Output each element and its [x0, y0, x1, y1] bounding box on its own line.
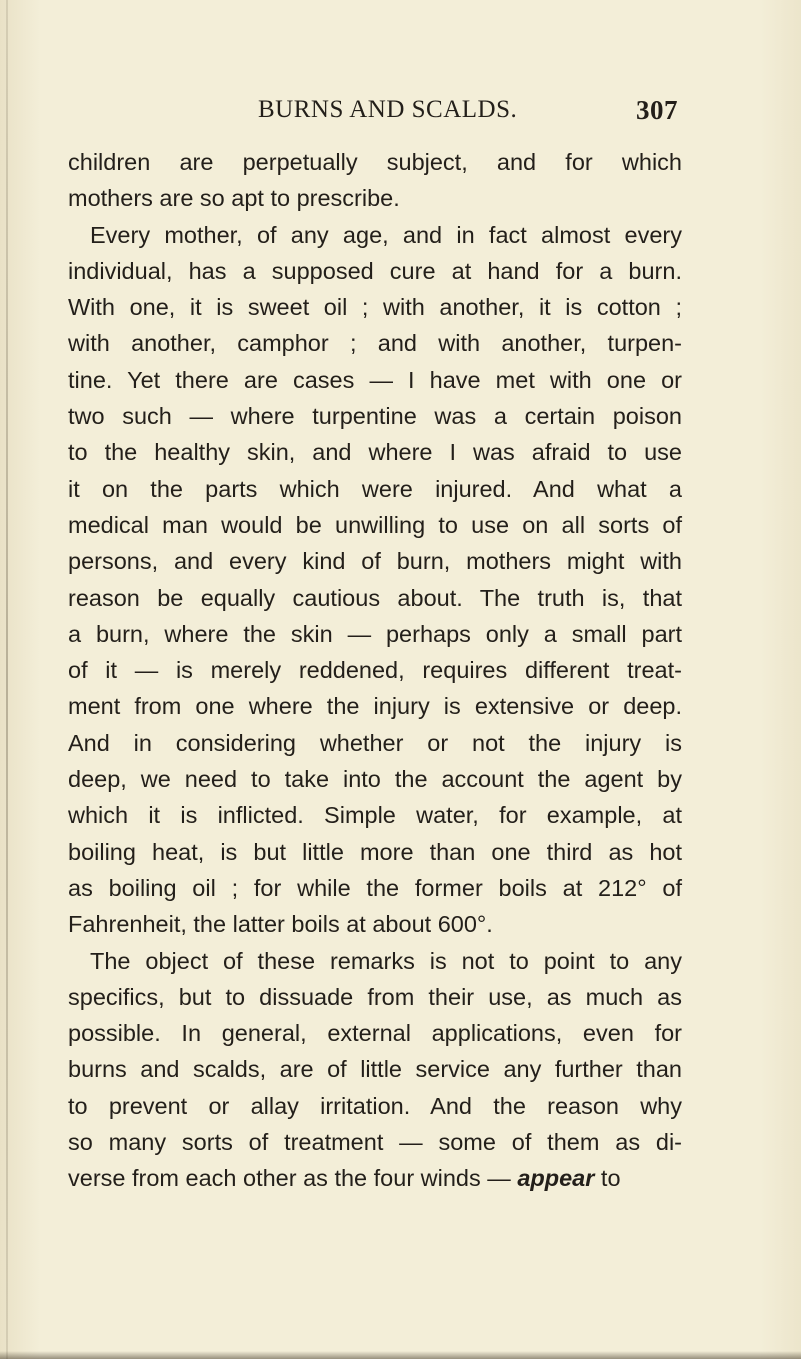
- text-line: medical man would be unwilling to use on all sorts of: [68, 511, 682, 538]
- text-line: a burn, where the skin — perhaps only a small part: [68, 620, 682, 647]
- text-line: Every mother, of any age, and in fact almost every: [90, 221, 682, 248]
- text-line: boiling heat, is but little more than one third as hot: [68, 838, 682, 865]
- running-head: [258, 93, 678, 127]
- text-line: of it — is merely reddened, requires different treat-: [68, 657, 682, 684]
- emphasized-word: appear: [517, 1165, 595, 1192]
- text-line: persons, and every kind of burn, mothers might with: [68, 548, 682, 575]
- page-bottom-edge: [0, 1351, 801, 1359]
- text-line: ment from one where the injury is extensive or deep.: [68, 693, 682, 720]
- page-number: 307: [636, 95, 678, 125]
- text-line: it on the parts which were injured. And what a: [68, 475, 682, 502]
- final-line-tail: to: [594, 1165, 621, 1192]
- text-line: The object of these remarks is not to point to any: [90, 947, 682, 974]
- text-line: Fahrenheit, the latter boils at about 600°.: [68, 911, 493, 938]
- text-line: with another, camphor ; and with another, turpen-: [68, 330, 682, 357]
- text-line: possible. In general, external applications, even for: [68, 1020, 682, 1047]
- text-line: two such — where turpentine was a certain poison: [68, 403, 682, 430]
- text-line: specifics, but to dissuade from their use, as much as: [68, 983, 682, 1010]
- text-line: individual, has a supposed cure at hand for a burn.: [68, 257, 682, 284]
- text-line-final: [68, 1160, 682, 1196]
- text-line: to prevent or allay irritation. And the reason why: [68, 1092, 682, 1119]
- text-line: burns and scalds, are of little service any further than: [68, 1056, 682, 1083]
- text-line: mothers are so apt to prescribe.: [68, 185, 400, 212]
- text-line: With one, it is sweet oil ; with another, it is cotton ;: [68, 294, 682, 321]
- text-line: so many sorts of treatment — some of them as di-: [68, 1129, 682, 1156]
- binding-gutter: [6, 0, 8, 1359]
- text-line: deep, we need to take into the account the agent by: [68, 766, 682, 793]
- text-line: tine. Yet there are cases — I have met with one or: [68, 366, 682, 393]
- final-line-start: verse from each other as the four winds —: [68, 1165, 511, 1192]
- text-line: to the healthy skin, and where I was afraid to use: [68, 439, 682, 466]
- text-line: And in considering whether or not the injury is: [68, 729, 682, 756]
- text-line: children are perpetually subject, and for which: [68, 149, 682, 175]
- running-title: BURNS AND SCALDS.: [258, 96, 518, 123]
- body-text: [68, 144, 682, 1197]
- text-line: as boiling oil ; for while the former boils at 212° of: [68, 874, 682, 901]
- text-line: which it is inflicted. Simple water, for example, at: [68, 802, 682, 829]
- text-line: reason be equally cautious about. The truth is, that: [68, 584, 682, 611]
